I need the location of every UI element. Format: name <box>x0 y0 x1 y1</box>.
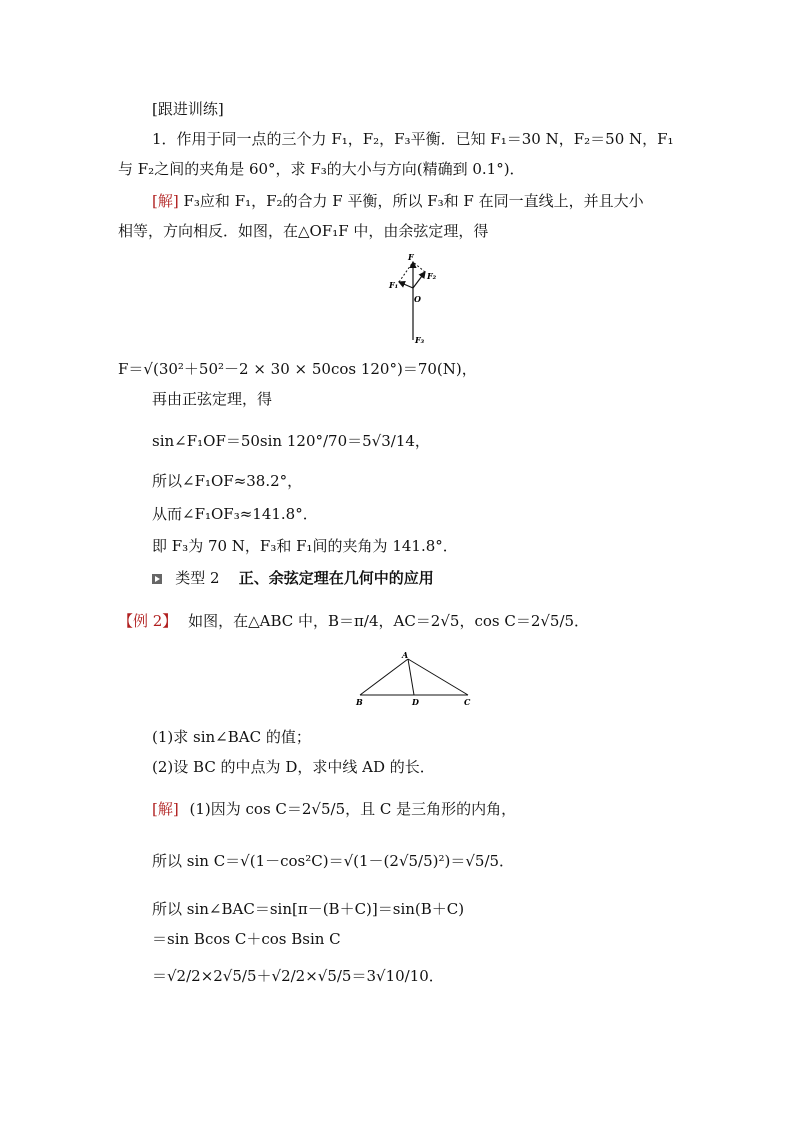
type-header <box>152 567 434 589</box>
dashed-f2-f <box>413 262 425 272</box>
dashed-f1-f <box>399 262 413 282</box>
triangle-diagram <box>352 651 482 711</box>
problem1-line2: 与 F₂之间的夹角是 60°，求 F₃的大小与方向(精确到 0.1°)． <box>118 160 525 178</box>
solution2-line5: ＝√2/2×2√5/5＋√2/2×√5/5＝3√10/10． <box>152 967 444 985</box>
label-a: A <box>402 651 409 660</box>
label-f2: F₂ <box>427 271 437 281</box>
label-f: F <box>408 252 414 262</box>
label-d: D <box>412 697 419 707</box>
sine-law-intro: 再由正弦定理，得 <box>152 390 273 408</box>
solution2-line4: ＝sin Bcos C＋cos Bsin C <box>152 930 341 948</box>
eq-sine-law: sin∠F₁OF＝50sin 120°/70＝5√3/14， <box>152 432 430 450</box>
example2-q2: (2)设 BC 的中点为 D，求中线 AD 的长． <box>152 758 435 776</box>
force-diagram <box>385 252 455 352</box>
solution1-line2: 相等，方向相反．如图，在△OF₁F 中，由余弦定理，得 <box>118 222 489 240</box>
label-f3: F₃ <box>415 335 425 345</box>
play-icon <box>152 574 162 584</box>
solution1-conclusion: 即 F₃为 70 N，F₃和 F₁间的夹角为 141.8°． <box>152 537 458 555</box>
solution-tag: [解] <box>152 192 179 210</box>
example-body: 如图，在△ABC 中，B＝π/4，AC＝2√5，cos C＝2√5/5． <box>188 612 590 630</box>
label-c: C <box>464 697 471 707</box>
section-label: [跟进训练] <box>152 100 224 118</box>
example2-text <box>118 610 589 632</box>
solution2-text1: (1)因为 cos C＝2√5/5，且 C 是三角形的内角， <box>189 800 517 818</box>
example-tag: 【例 2】 <box>118 612 178 630</box>
solution1-text1: F₃应和 F₁，F₂的合力 F 平衡，所以 F₃和 F 在同一直线上，并且大小 <box>183 192 644 210</box>
eq-cosine-law: F＝√(30²＋50²－2 × 30 × 50cos 120°)＝70(N)， <box>118 360 477 378</box>
label-o: O <box>414 294 421 304</box>
label-b: B <box>356 697 363 707</box>
type-title: 正、余弦定理在几何中的应用 <box>238 569 434 587</box>
side-ac <box>408 659 468 695</box>
solution2-line1 <box>152 798 516 820</box>
solution1-line1 <box>152 190 644 212</box>
median-ad <box>408 659 414 695</box>
force-f2-vector <box>413 272 425 288</box>
solution2-line2: 所以 sin C＝√(1－cos²C)＝√(1－(2√5/5)²)＝√5/5． <box>152 852 515 870</box>
solution2-tag: [解] <box>152 800 179 818</box>
example2-q1: (1)求 sin∠BAC 的值； <box>152 728 311 746</box>
problem1-line1: 1．作用于同一点的三个力 F₁，F₂，F₃平衡．已知 F₁＝30 N，F₂＝50 N，F₁ <box>152 130 674 148</box>
side-ab <box>360 659 408 695</box>
type-label: 类型 2 <box>175 569 220 587</box>
label-f1: F₁ <box>389 280 399 290</box>
solution2-line3: 所以 sin∠BAC＝sin[π－(B＋C)]＝sin(B＋C) <box>152 900 465 918</box>
force-f1-vector <box>399 282 413 288</box>
result-angle1: 所以∠F₁OF≈38.2°， <box>152 472 303 490</box>
result-angle2: 从而∠F₁OF₃≈141.8°． <box>152 505 318 523</box>
